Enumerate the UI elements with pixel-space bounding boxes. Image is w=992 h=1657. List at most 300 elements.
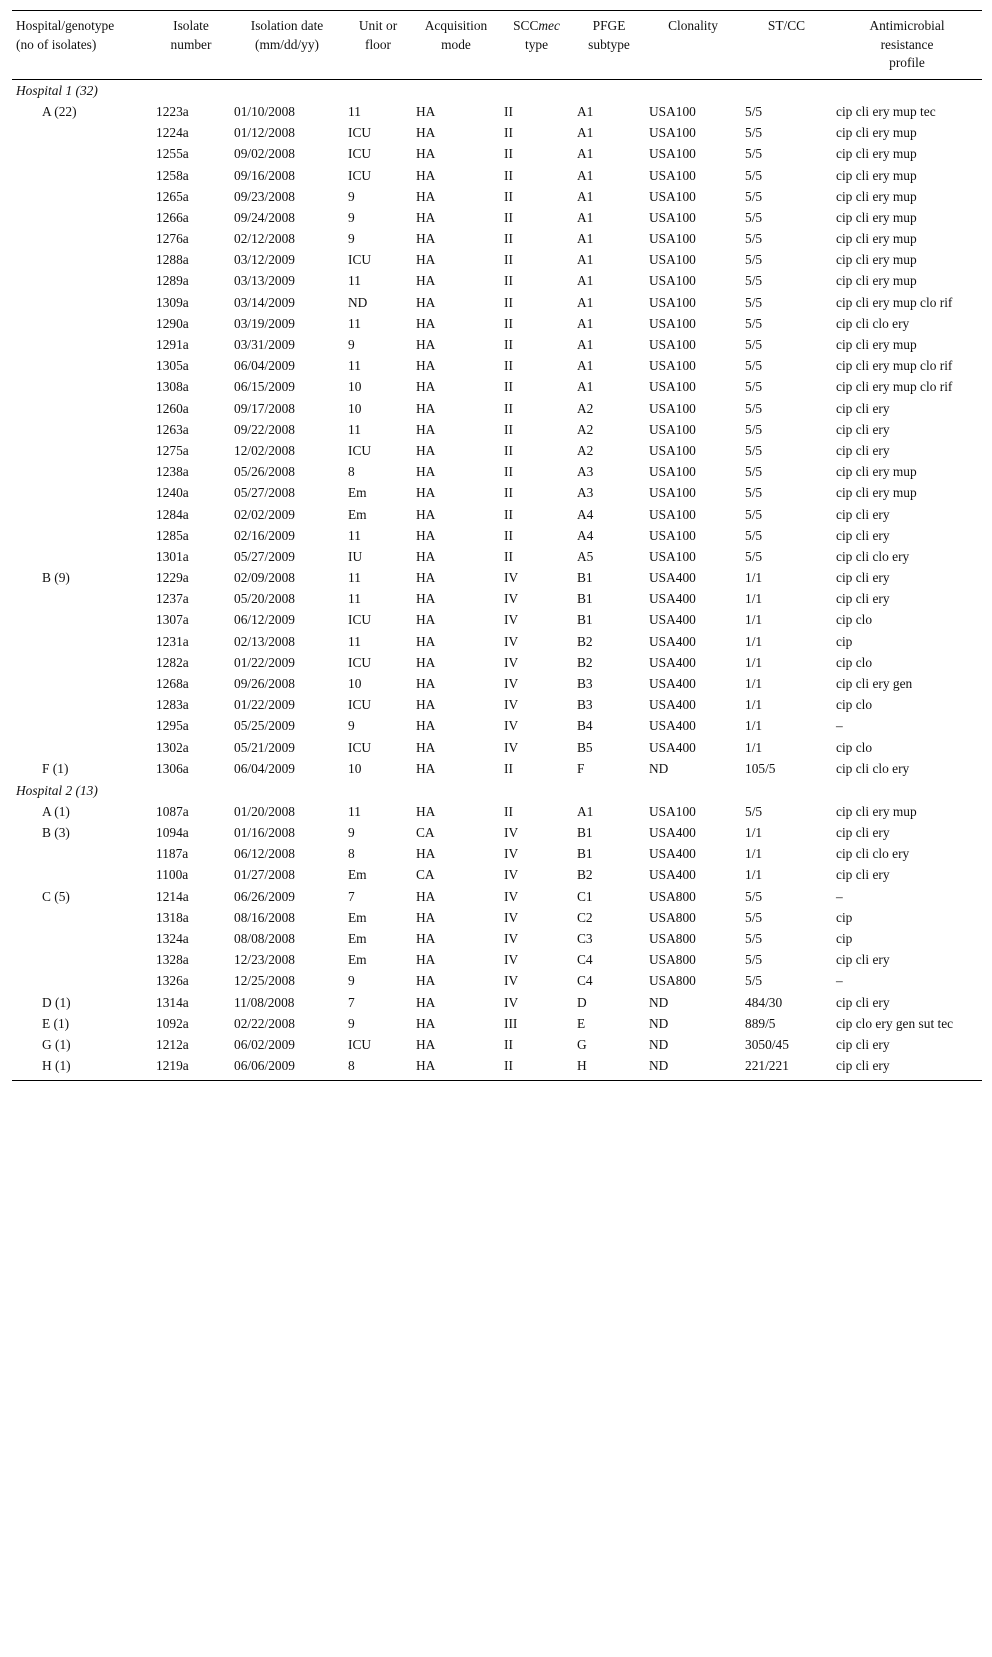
isolation-date-cell: 06/12/2009 [234, 612, 296, 628]
pfge-cell: A1 [577, 358, 594, 374]
acquisition-cell: CA [416, 867, 435, 883]
unit-cell: ICU [348, 167, 372, 183]
table-row [12, 716, 982, 737]
clonality-cell: USA100 [649, 464, 696, 480]
resistance-cell: cip cli clo ery [836, 315, 910, 331]
genotype-cell [12, 504, 152, 525]
resistance-cell: cip cli ery [836, 570, 890, 586]
clonality-cell: ND [649, 1015, 669, 1031]
isolate-number-cell: 1324a [156, 930, 189, 946]
st-cc-cell: 5/5 [745, 548, 763, 564]
pfge-cell: A1 [577, 315, 594, 331]
clonality-cell: USA400 [649, 867, 696, 883]
pfge-cell: B3 [577, 676, 593, 692]
table-row [12, 568, 982, 589]
acquisition-cell: HA [416, 739, 436, 755]
table-row [12, 950, 982, 971]
clonality-cell: USA100 [649, 358, 696, 374]
clonality-cell: USA400 [649, 612, 696, 628]
pfge-cell: H [577, 1058, 587, 1074]
isolation-date-cell: 03/31/2009 [234, 337, 296, 353]
pfge-cell: C4 [577, 973, 593, 989]
genotype-cell: B (3) [42, 825, 70, 841]
sccmec-cell: II [504, 803, 513, 819]
isolation-date-cell: 03/12/2009 [234, 252, 296, 268]
isolation-date-cell: 06/12/2008 [234, 846, 296, 862]
table-row [12, 1035, 982, 1056]
isolation-date-cell: 09/17/2008 [234, 400, 296, 416]
clonality-cell: USA100 [649, 485, 696, 501]
table-row [12, 250, 982, 271]
st-cc-cell: 1/1 [745, 612, 763, 628]
table-row [12, 992, 982, 1013]
unit-cell: 11 [348, 358, 361, 374]
st-cc-cell: 5/5 [745, 209, 763, 225]
isolate-number-cell: 1276a [156, 231, 189, 247]
st-cc-cell: 5/5 [745, 188, 763, 204]
st-cc-cell: 1/1 [745, 676, 763, 692]
isolate-number-cell: 1223a [156, 103, 189, 119]
pfge-cell: B3 [577, 697, 593, 713]
isolation-date-cell: 01/16/2008 [234, 825, 296, 841]
table-row [12, 314, 982, 335]
st-cc-cell: 1/1 [745, 570, 763, 586]
table-row [12, 695, 982, 716]
clonality-cell: USA100 [649, 252, 696, 268]
resistance-cell: cip cli ery [836, 1058, 890, 1074]
acquisition-cell: HA [416, 527, 436, 543]
isolate-number-cell: 1231a [156, 633, 189, 649]
isolate-number-cell: 1314a [156, 994, 189, 1010]
sccmec-cell: IV [504, 973, 519, 989]
genotype-cell [12, 547, 152, 568]
table-row [12, 610, 982, 631]
pfge-cell: A2 [577, 400, 594, 416]
isolation-date-cell: 12/02/2008 [234, 442, 296, 458]
pfge-cell: G [577, 1036, 587, 1052]
table-header [12, 11, 982, 80]
unit-cell: Em [348, 485, 367, 501]
genotype-cell [12, 716, 152, 737]
isolate-number-cell: 1224a [156, 125, 189, 141]
unit-cell: 9 [348, 973, 355, 989]
resistance-cell: cip clo [836, 739, 873, 755]
header-unit-floor: Unit or floor [358, 18, 398, 52]
genotype-cell: D (1) [42, 994, 71, 1010]
isolate-number-cell: 1289a [156, 273, 189, 289]
sccmec-cell: IV [504, 888, 519, 904]
resistance-cell: cip cli ery mup [836, 167, 917, 183]
acquisition-cell: HA [416, 973, 436, 989]
resistance-cell: cip cli ery [836, 591, 890, 607]
acquisition-cell: HA [416, 718, 436, 734]
clonality-cell: USA100 [649, 400, 696, 416]
isolate-number-cell: 1318a [156, 909, 189, 925]
table-body [12, 79, 982, 1080]
isolate-number-cell: 1212a [156, 1036, 189, 1052]
pfge-cell: A1 [577, 103, 594, 119]
resistance-cell: cip clo [836, 697, 873, 713]
sccmec-cell: II [504, 315, 513, 331]
pfge-cell: B2 [577, 633, 593, 649]
acquisition-cell: HA [416, 697, 436, 713]
resistance-cell: cip cli ery [836, 1036, 890, 1052]
acquisition-cell: HA [416, 1015, 436, 1031]
sccmec-cell: II [504, 1058, 513, 1074]
unit-cell: ICU [348, 125, 372, 141]
isolation-date-cell: 02/22/2008 [234, 1015, 296, 1031]
clonality-cell: USA100 [649, 167, 696, 183]
acquisition-cell: HA [416, 485, 436, 501]
hospital-label: Hospital 2 (13) [16, 782, 98, 798]
unit-cell: Em [348, 506, 367, 522]
acquisition-cell: HA [416, 146, 436, 162]
sccmec-cell: IV [504, 654, 519, 670]
isolation-date-cell: 06/26/2009 [234, 888, 296, 904]
acquisition-cell: HA [416, 294, 436, 310]
header-sccmec-type: SCCmec type [513, 18, 560, 52]
sccmec-cell: II [504, 379, 513, 395]
genotype-cell [12, 314, 152, 335]
unit-cell: ICU [348, 146, 372, 162]
isolation-date-cell: 09/26/2008 [234, 676, 296, 692]
table-row [12, 229, 982, 250]
pfge-cell: A1 [577, 337, 594, 353]
clonality-cell: USA400 [649, 825, 696, 841]
acquisition-cell: HA [416, 209, 436, 225]
resistance-cell: cip cli ery [836, 867, 890, 883]
sccmec-cell: II [504, 273, 513, 289]
st-cc-cell: 5/5 [745, 421, 763, 437]
isolate-number-cell: 1087a [156, 803, 189, 819]
pfge-cell: A3 [577, 485, 594, 501]
unit-cell: Em [348, 930, 367, 946]
isolate-number-cell: 1307a [156, 612, 189, 628]
pfge-cell: A1 [577, 125, 594, 141]
isolation-date-cell: 02/09/2008 [234, 570, 296, 586]
table-row [12, 823, 982, 844]
table-row [12, 865, 982, 886]
pfge-cell: B1 [577, 570, 593, 586]
acquisition-cell: HA [416, 1036, 436, 1052]
unit-cell: 11 [348, 103, 361, 119]
pfge-cell: B5 [577, 739, 593, 755]
st-cc-cell: 5/5 [745, 146, 763, 162]
resistance-cell: cip cli ery mup clo rif [836, 379, 953, 395]
sccmec-cell: IV [504, 867, 519, 883]
genotype-cell [12, 589, 152, 610]
isolation-date-cell: 08/08/2008 [234, 930, 296, 946]
pfge-cell: A1 [577, 188, 594, 204]
isolation-date-cell: 02/13/2008 [234, 633, 296, 649]
isolate-number-cell: 1301a [156, 548, 189, 564]
acquisition-cell: HA [416, 760, 436, 776]
clonality-cell: USA400 [649, 739, 696, 755]
header-isolation-date: Isolation date (mm/dd/yy) [250, 18, 324, 52]
clonality-cell: ND [649, 1036, 669, 1052]
table-row [12, 674, 982, 695]
pfge-cell: C4 [577, 952, 593, 968]
table-row [12, 1056, 982, 1080]
table-row [12, 908, 982, 929]
table-row [12, 483, 982, 504]
genotype-cell [12, 186, 152, 207]
isolate-number-cell: 1263a [156, 421, 189, 437]
acquisition-cell: HA [416, 803, 436, 819]
st-cc-cell: 5/5 [745, 888, 763, 904]
acquisition-cell: HA [416, 421, 436, 437]
acquisition-cell: HA [416, 231, 436, 247]
clonality-cell: USA100 [649, 803, 696, 819]
table-row [12, 886, 982, 907]
resistance-cell: cip [836, 930, 853, 946]
clonality-cell: ND [649, 994, 669, 1010]
isolate-number-cell: 1094a [156, 825, 189, 841]
isolation-date-cell: 03/14/2009 [234, 294, 296, 310]
sccmec-cell: IV [504, 825, 519, 841]
isolate-number-cell: 1266a [156, 209, 189, 225]
pfge-cell: A1 [577, 379, 594, 395]
sccmec-cell: IV [504, 676, 519, 692]
table-row [12, 208, 982, 229]
isolation-date-cell: 09/22/2008 [234, 421, 296, 437]
resistance-cell: – [836, 718, 843, 734]
isolation-date-cell: 05/26/2008 [234, 464, 296, 480]
unit-cell: 8 [348, 846, 355, 862]
table-row [12, 292, 982, 313]
pfge-cell: A1 [577, 146, 594, 162]
st-cc-cell: 1/1 [745, 654, 763, 670]
genotype-cell [12, 377, 152, 398]
acquisition-cell: HA [416, 846, 436, 862]
clonality-cell: USA100 [649, 273, 696, 289]
acquisition-cell: HA [416, 994, 436, 1010]
resistance-cell: cip cli ery mup [836, 252, 917, 268]
sccmec-cell: IV [504, 697, 519, 713]
table-row [12, 1013, 982, 1034]
isolation-date-cell: 08/16/2008 [234, 909, 296, 925]
pfge-cell: A1 [577, 167, 594, 183]
acquisition-cell: HA [416, 952, 436, 968]
unit-cell: IU [348, 548, 363, 564]
isolate-number-cell: 1283a [156, 697, 189, 713]
clonality-cell: USA100 [649, 442, 696, 458]
clonality-cell: USA100 [649, 188, 696, 204]
isolation-date-cell: 09/16/2008 [234, 167, 296, 183]
isolation-date-cell: 12/25/2008 [234, 973, 296, 989]
table-row [12, 165, 982, 186]
sccmec-cell: II [504, 760, 513, 776]
st-cc-cell: 1/1 [745, 718, 763, 734]
st-cc-cell: 105/5 [745, 760, 776, 776]
table-row [12, 271, 982, 292]
isolate-number-cell: 1302a [156, 739, 189, 755]
pfge-cell: A3 [577, 464, 594, 480]
clonality-cell: ND [649, 760, 669, 776]
unit-cell: 11 [348, 633, 361, 649]
clonality-cell: USA800 [649, 952, 696, 968]
clonality-cell: USA800 [649, 930, 696, 946]
clonality-cell: USA100 [649, 506, 696, 522]
sccmec-cell: IV [504, 718, 519, 734]
acquisition-cell: HA [416, 909, 436, 925]
st-cc-cell: 1/1 [745, 867, 763, 883]
genotype-cell [12, 737, 152, 758]
st-cc-cell: 5/5 [745, 167, 763, 183]
pfge-cell: F [577, 760, 585, 776]
resistance-cell: cip cli ery [836, 506, 890, 522]
unit-cell: 11 [348, 591, 361, 607]
table-row [12, 335, 982, 356]
unit-cell: ND [348, 294, 368, 310]
pfge-cell: A2 [577, 421, 594, 437]
isolation-date-cell: 01/27/2008 [234, 867, 296, 883]
unit-cell: 9 [348, 231, 355, 247]
isolate-number-cell: 1260a [156, 400, 189, 416]
sccmec-cell: II [504, 485, 513, 501]
isolate-number-cell: 1291a [156, 337, 189, 353]
genotype-cell [12, 610, 152, 631]
st-cc-cell: 5/5 [745, 442, 763, 458]
isolation-date-cell: 12/23/2008 [234, 952, 296, 968]
sccmec-cell: IV [504, 612, 519, 628]
unit-cell: ICU [348, 654, 372, 670]
clonality-cell: USA400 [649, 697, 696, 713]
resistance-cell: cip cli ery mup [836, 209, 917, 225]
isolation-date-cell: 06/02/2009 [234, 1036, 296, 1052]
table-row [12, 929, 982, 950]
genotype-cell: B (9) [42, 570, 70, 586]
sccmec-cell: IV [504, 591, 519, 607]
genotype-cell [12, 398, 152, 419]
unit-cell: 9 [348, 337, 355, 353]
sccmec-cell: II [504, 252, 513, 268]
pfge-cell: C2 [577, 909, 593, 925]
isolation-date-cell: 01/10/2008 [234, 103, 296, 119]
table-container [12, 10, 982, 1081]
pfge-cell: A1 [577, 803, 594, 819]
sccmec-cell: II [504, 506, 513, 522]
genotype-cell [12, 525, 152, 546]
isolation-date-cell: 06/06/2009 [234, 1058, 296, 1074]
resistance-cell: cip clo [836, 612, 873, 628]
resistance-cell: cip cli ery mup [836, 464, 917, 480]
resistance-cell: cip clo [836, 654, 873, 670]
pfge-cell: B4 [577, 718, 593, 734]
unit-cell: 10 [348, 400, 362, 416]
isolation-date-cell: 05/25/2009 [234, 718, 296, 734]
clonality-cell: USA800 [649, 909, 696, 925]
sccmec-cell: IV [504, 739, 519, 755]
pfge-cell: B1 [577, 825, 593, 841]
st-cc-cell: 1/1 [745, 739, 763, 755]
clonality-cell: USA100 [649, 125, 696, 141]
resistance-cell: – [836, 973, 843, 989]
clonality-cell: USA400 [649, 633, 696, 649]
sccmec-cell: II [504, 527, 513, 543]
hospital-group-row [12, 79, 982, 101]
sccmec-cell: II [504, 146, 513, 162]
genotype-cell [12, 441, 152, 462]
acquisition-cell: HA [416, 888, 436, 904]
pfge-cell: A1 [577, 273, 594, 289]
isolate-number-cell: 1268a [156, 676, 189, 692]
resistance-cell: cip cli ery mup clo rif [836, 358, 953, 374]
pfge-cell: A1 [577, 231, 594, 247]
isolate-number-cell: 1100a [156, 867, 189, 883]
st-cc-cell: 5/5 [745, 464, 763, 480]
table-row [12, 398, 982, 419]
hospital-group-row [12, 780, 982, 802]
unit-cell: 11 [348, 803, 361, 819]
genotype-cell [12, 865, 152, 886]
isolate-number-cell: 1306a [156, 760, 189, 776]
sccmec-cell: II [504, 231, 513, 247]
clonality-cell: USA100 [649, 209, 696, 225]
st-cc-cell: 5/5 [745, 379, 763, 395]
isolate-number-cell: 1255a [156, 146, 189, 162]
clonality-cell: USA100 [649, 103, 696, 119]
isolate-number-cell: 1305a [156, 358, 189, 374]
acquisition-cell: HA [416, 125, 436, 141]
pfge-cell: C1 [577, 888, 593, 904]
genotype-cell [12, 908, 152, 929]
isolation-date-cell: 09/02/2008 [234, 146, 296, 162]
st-cc-cell: 1/1 [745, 591, 763, 607]
sccmec-cell: IV [504, 909, 519, 925]
genotype-cell: C (5) [42, 888, 70, 904]
table-row [12, 377, 982, 398]
clonality-cell: USA100 [649, 527, 696, 543]
isolation-date-cell: 02/02/2009 [234, 506, 296, 522]
acquisition-cell: HA [416, 506, 436, 522]
genotype-cell [12, 208, 152, 229]
table-row [12, 802, 982, 823]
isolate-number-cell: 1309a [156, 294, 189, 310]
header-st-cc: ST/CC [767, 18, 806, 33]
genotype-cell [12, 335, 152, 356]
st-cc-cell: 221/221 [745, 1058, 789, 1074]
isolation-date-cell: 06/15/2009 [234, 379, 296, 395]
sccmec-cell: II [504, 358, 513, 374]
acquisition-cell: HA [416, 188, 436, 204]
unit-cell: 11 [348, 570, 361, 586]
header-acquisition-mode: Acquisition mode [424, 18, 488, 52]
genotype-cell: H (1) [42, 1058, 71, 1074]
genotype-cell [12, 695, 152, 716]
clonality-cell: USA400 [649, 676, 696, 692]
genotype-cell [12, 144, 152, 165]
unit-cell: 11 [348, 421, 361, 437]
genotype-cell [12, 631, 152, 652]
unit-cell: Em [348, 867, 367, 883]
resistance-cell: cip cli ery mup [836, 485, 917, 501]
resistance-cell: cip cli ery [836, 825, 890, 841]
clonality-cell: USA400 [649, 591, 696, 607]
isolate-number-cell: 1238a [156, 464, 189, 480]
isolate-number-cell: 1308a [156, 379, 189, 395]
sccmec-cell: II [504, 209, 513, 225]
pfge-cell: B2 [577, 654, 593, 670]
sccmec-cell: II [504, 125, 513, 141]
sccmec-cell: IV [504, 994, 519, 1010]
acquisition-cell: HA [416, 548, 436, 564]
acquisition-cell: HA [416, 464, 436, 480]
pfge-cell: E [577, 1015, 586, 1031]
sccmec-cell: II [504, 421, 513, 437]
acquisition-cell: HA [416, 1058, 436, 1074]
sccmec-cell: IV [504, 952, 519, 968]
